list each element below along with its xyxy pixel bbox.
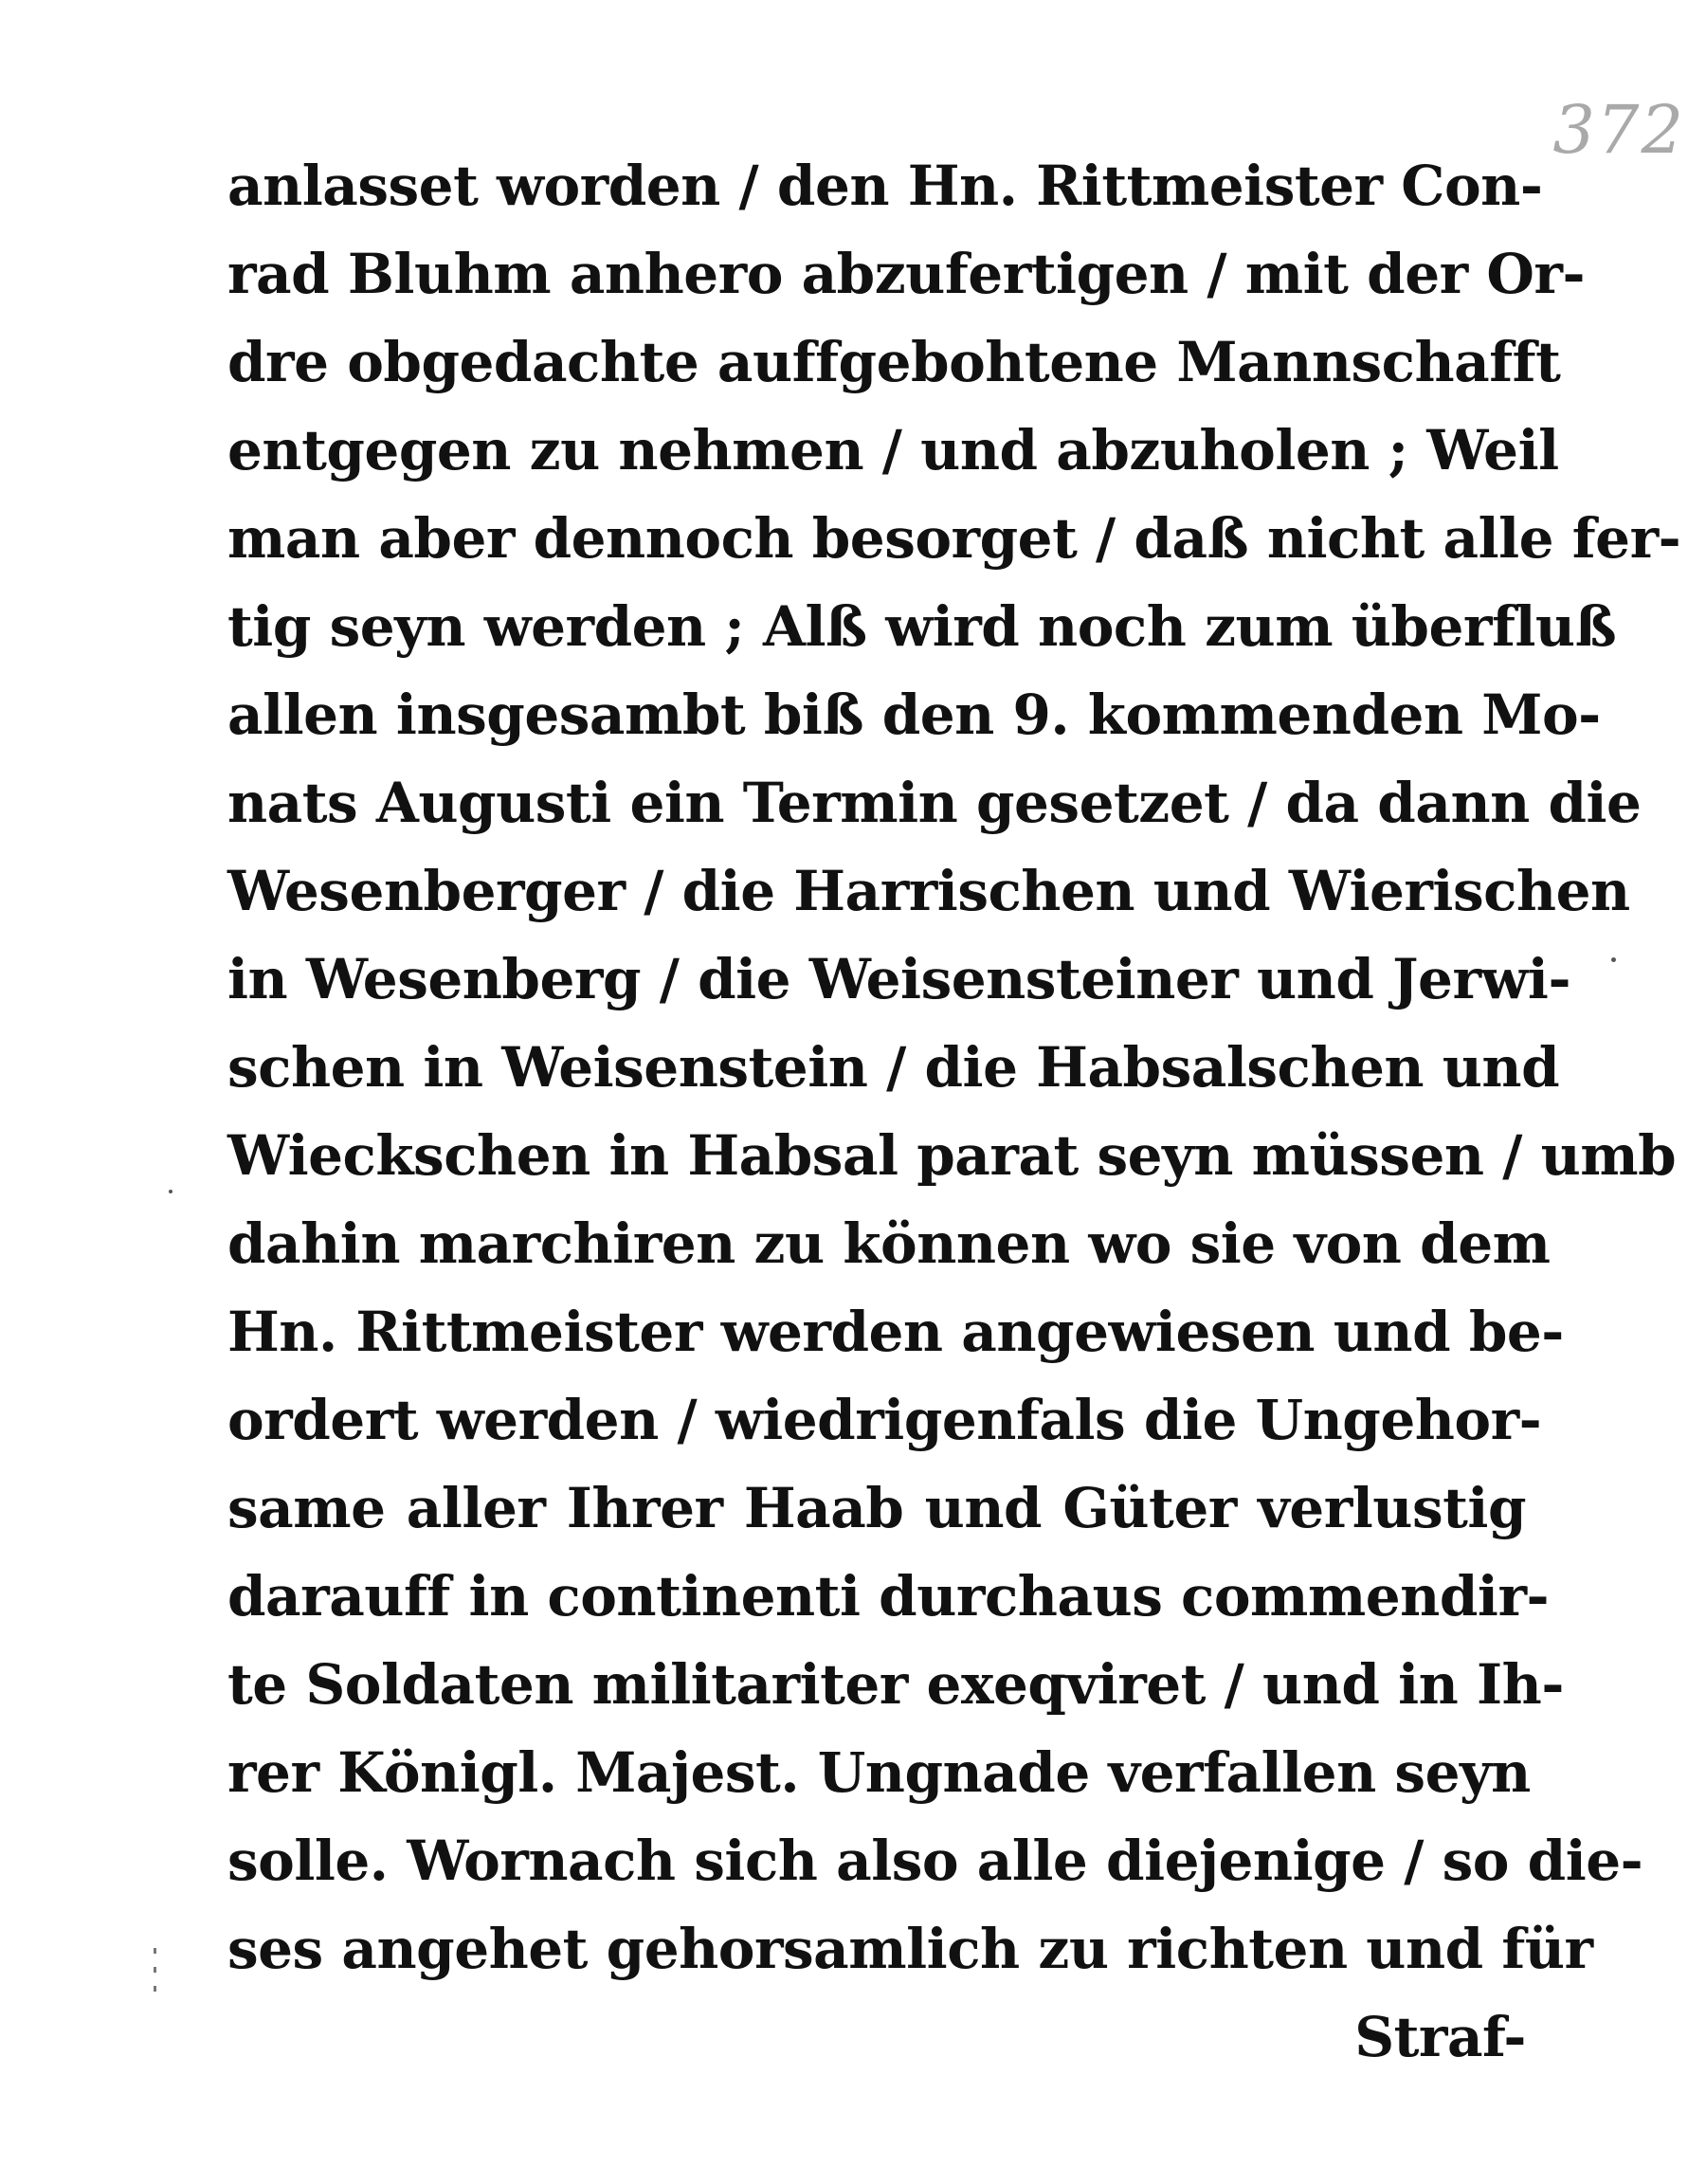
text-line: rer Königl. Majest. Ungnade verfallen seyn (227, 1740, 1531, 1805)
scan-speck (169, 1190, 172, 1193)
text-line: man aber dennoch besorget / daß nicht alle fer- (227, 506, 1681, 571)
text-line: dahin marchiren zu können wo sie von dem (227, 1211, 1551, 1276)
text-line: nats Augusti ein Termin gesetzet / da dann die (227, 771, 1642, 835)
text-line: in Wesenberg / die Weisensteiner und Jerwi- (227, 947, 1571, 1011)
text-line: Hn. Rittmeister werden angewiesen und be- (227, 1300, 1564, 1364)
text-line: Wieckschen in Habsal parat seyn müssen / umb (227, 1123, 1677, 1188)
scan-mark (154, 1986, 156, 1992)
text-line: darauff in continenti durchaus commendir- (227, 1564, 1550, 1629)
text-line: tig seyn werden ; Alß wird noch zum überfluß (227, 594, 1617, 659)
text-line: allen insgesambt biß den 9. kommenden Mo- (227, 682, 1601, 747)
text-line: schen in Weisenstein / die Habsalschen und (227, 1035, 1560, 1100)
text-line: entgegen zu nehmen / und abzuholen ; Weil (227, 418, 1559, 482)
body-text (227, 142, 1681, 2082)
text-line: anlasset worden / den Hn. Rittmeister Con- (227, 154, 1543, 218)
text-line: same aller Ihrer Haab und Güter verlustig (227, 1476, 1526, 1540)
folio-number: 372 (1552, 91, 1685, 169)
scan-mark (154, 1967, 156, 1973)
text-line: ses angehet gehorsamlich zu richten und für (227, 1917, 1593, 1981)
text-line: Wesenberger / die Harrischen und Wierischen (227, 859, 1630, 923)
text-line: ordert werden / wiedrigenfals die Ungehor- (227, 1388, 1542, 1452)
catchword: Straf- (1354, 2005, 1526, 2069)
text-line: te Soldaten militariter exeqviret / und in Ih- (227, 1652, 1564, 1717)
text-line: solle. Wornach sich also alle diejenige / so die- (227, 1829, 1643, 1893)
text-line: dre obgedachte auffgebohtene Mannschafft (227, 330, 1561, 394)
scan-mark (154, 1948, 156, 1954)
scan-speck (1611, 957, 1616, 962)
text-line: rad Bluhm anhero abzufertigen / mit der Or- (227, 242, 1586, 306)
